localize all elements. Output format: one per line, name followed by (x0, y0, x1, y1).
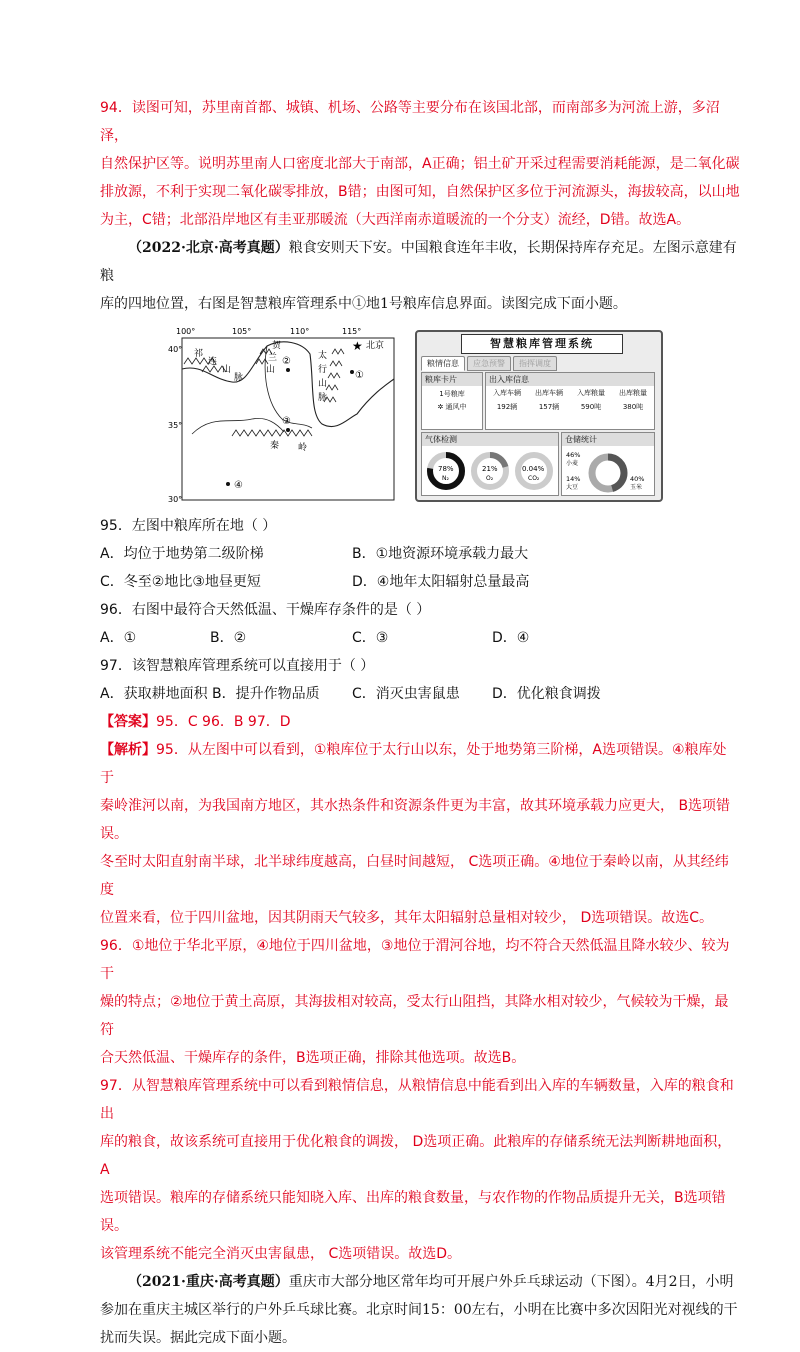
label-ling: 岭 (298, 443, 308, 453)
analysis-line: 选项错误。粮库的存储系统只能知晓入库、出库的粮食数量，与农作物的作物品质提升无关，B选项错误。 (100, 1190, 726, 1234)
q97-stem: 97．该智慧粮库管理系统可以直接用于（ ） (100, 658, 375, 674)
io-title: 出入库信息 (486, 373, 654, 386)
panel-title: 智慧粮库管理系统 (461, 334, 623, 354)
analysis-line: 冬至时太阳直射南半球，北半球纬度越高，白昼时间越短， C选项正确。④地位于秦岭以南，从其经纬度 (100, 854, 729, 898)
site-2: ② (282, 356, 291, 367)
analysis-line: 95．从左图中可以看到，①粮库位于太行山以东，处于地势第三阶梯，A选项错误。④粮库处于 (100, 742, 727, 786)
q97-option-a: A．获取耕地面积 (100, 686, 208, 702)
q97-option-b: B．提升作物品质 (212, 686, 320, 702)
intro-text-line3: 扰而失误。据此完成下面小题。 (100, 1330, 296, 1346)
label-lan: 兰 (268, 353, 278, 363)
site-1: ① (355, 370, 364, 381)
store-name: 大豆 (566, 484, 579, 491)
gauge-pct: 78% (438, 465, 454, 473)
gauge-o2 (474, 455, 506, 487)
analysis-line: 秦岭淮河以南，为我国南方地区，其水热条件和资源条件更为丰富，故其环境承载力应更大， B选项错误。 (100, 798, 731, 842)
gauge-name: O₂ (486, 475, 494, 482)
label-beijing: 北京 (366, 341, 385, 351)
grain-depot-map (168, 324, 402, 506)
tab-emergency[interactable]: 应急预警 (467, 356, 511, 371)
gas-title: 气体检测 (422, 433, 558, 446)
gauge-name: N₂ (442, 475, 449, 482)
io-header: 入库车辆 (493, 389, 521, 397)
lat-label: 30° (168, 495, 183, 504)
analysis (100, 736, 740, 1268)
answer-text: 95．C 96．B 97．D (156, 714, 291, 730)
store-pct: 46% (566, 451, 581, 459)
analysis-line: 燥的特点；②地位于黄土高原，其海拔相对较高，受太行山阻挡，其降水相对较少，气候较为干燥，最符 (100, 994, 729, 1038)
label-mai: 脉 (234, 373, 244, 383)
q96-option-c: C．③ (352, 630, 389, 646)
explain-line: 为主，C错；北部沿岸地区有圭亚那暖流（大西洋南赤道暖流的一个分支）流经，D错。故选A。 (100, 212, 691, 228)
store-pct: 40% (630, 475, 645, 483)
tab-grain-info[interactable]: 粮情信息 (421, 356, 465, 371)
explain-line: 排放源，不利于实现二氧化碳零排放，B错；由图可知，自然保护区多位于河流源头，海拔较高，以山地 (100, 184, 740, 200)
label-xing: 行 (318, 365, 328, 375)
label-qin: 秦 (270, 441, 280, 451)
label-qi: 祁 (194, 349, 204, 359)
storage-stats (561, 432, 655, 496)
io-values (486, 400, 654, 414)
io-header: 入库粮量 (577, 389, 605, 397)
io-header: 出库粮量 (619, 389, 647, 397)
source-tag: （2022·北京·高考真题） (128, 240, 289, 256)
label-shan: 山 (222, 365, 232, 375)
label-mai2: 脉 (318, 393, 328, 403)
intro-text-line2: 库的四地位置，右图是智慧粮库管理系中①地1号粮库信息界面。读图完成下面小题。 (100, 296, 627, 312)
intro-text: 重庆市大部分地区常年均可开展户外乒乓球运动（下图）。4月2日，小明 (288, 1274, 734, 1290)
site-4: ④ (234, 480, 243, 491)
q96-option-a: A．① (100, 630, 137, 646)
site-3: ③ (282, 416, 291, 427)
figures (100, 324, 740, 506)
label-tai: 太 (318, 351, 328, 361)
q95-stem: 95．左图中粮库所在地（ ） (100, 518, 277, 534)
source-tag: （2021·重庆·高考真题） (128, 1274, 289, 1290)
lat-label: 40° (168, 345, 183, 354)
analysis-line: 96．①地位于华北平原，④地位于四川盆地，③地位于渭河谷地，均不符合天然低温且降水较少、较为干 (100, 938, 730, 982)
io-value: 192辆 (496, 403, 518, 411)
lat-label: 35° (168, 421, 183, 430)
q97-option-c: C．消灭虫害鼠患 (352, 686, 460, 702)
analysis-line: 97．从智慧粮库管理系统中可以看到粮情信息，从粮情信息中能看到出入库的车辆数量，入库的粮食和出 (100, 1078, 734, 1122)
gauge-pct: 21% (482, 465, 498, 473)
q95-options-row2 (100, 568, 740, 596)
io-value: 157辆 (538, 403, 560, 411)
answer-line (100, 708, 740, 736)
gauge-n2 (430, 455, 462, 487)
intro-text: 粮食安则天下安。中国粮食连年丰收，长期保持库存充足。左图示意建有粮 (100, 240, 737, 284)
analysis-line: 合天然低温、干燥库存的条件，B选项正确，排除其他选项。故选B。 (100, 1050, 526, 1066)
analysis-line: 该管理系统不能完全消灭虫害鼠患， C选项错误。故选D。 (100, 1246, 462, 1262)
q95-option-d: D．④地年太阳辐射总量最高 (352, 574, 530, 590)
io-headers (486, 386, 654, 400)
lon-label: 115° (342, 327, 362, 336)
label-lian: 连 (208, 357, 218, 367)
depot-card (421, 372, 483, 430)
q95-option-a: A．均位于地势第二级阶梯 (100, 546, 264, 562)
io-value: 380吨 (622, 403, 644, 411)
intro-2021-chongqing (100, 1268, 740, 1296)
gauge-co2 (518, 455, 550, 487)
gas-detection (421, 432, 559, 496)
store-name: 玉米 (630, 484, 643, 491)
io-header: 出库车辆 (535, 389, 563, 397)
lon-label: 100° (176, 327, 196, 336)
store-pct: 14% (566, 475, 581, 483)
store-name: 小麦 (566, 460, 579, 467)
q96-options (100, 624, 740, 652)
io-value: 590吨 (580, 403, 602, 411)
panel-tabs (421, 356, 557, 371)
document-page (100, 94, 740, 1352)
q95-option-c: C．冬至②地比③地昼更短 (100, 574, 261, 590)
explain-line: 自然保护区等。说明苏里南人口密度北部大于南部，A正确；铝土矿开采过程需要消耗能源，是二氧化碳 (100, 156, 740, 172)
lon-label: 110° (290, 327, 310, 336)
lon-label: 105° (232, 327, 252, 336)
q97-options (100, 680, 740, 708)
label-shan2: 山 (266, 365, 276, 375)
q94-explanation (100, 94, 740, 234)
analysis-line: 库的粮食，故该系统可直接用于优化粮食的调拨， D选项正确。此粮库的存储系统无法判断耕地面积，A (100, 1134, 732, 1178)
intro-2022-beijing (100, 234, 740, 290)
beijing-star-icon: ★ (352, 339, 363, 353)
gauge-name: CO₂ (528, 475, 540, 482)
q95-options-row1 (100, 540, 740, 568)
answer-label: 【答案】 (100, 714, 156, 730)
q96-option-b: B．② (210, 630, 247, 646)
card-status: 通风中 (445, 403, 467, 411)
gauge-pct: 0.04% (522, 465, 545, 473)
analysis-line: 位置来看，位于四川盆地，因其阴雨天气较多，其年太阳辐射总量相对较少， D选项错误。故选C。 (100, 910, 714, 926)
store-title: 仓储统计 (562, 433, 654, 446)
q96-option-d: D．④ (492, 630, 530, 646)
io-info (485, 372, 655, 430)
intro-text-line2: 参加在重庆主城区举行的户外乒乓球比赛。北京时间15：00左右，小明在比赛中多次因阳光对视线的干 (100, 1302, 738, 1318)
card-name: 1号粮库 (439, 390, 465, 398)
explain-line: 94．读图可知，苏里南首都、城镇、机场、公路等主要分布在该国北部，而南部多为河流上游，多沼泽， (100, 100, 720, 144)
q97-option-d: D．优化粮食调拨 (492, 686, 601, 702)
analysis-label: 【解析】 (100, 742, 156, 758)
q95-option-b: B．①地资源环境承载力最大 (352, 546, 529, 562)
label-he: 贺 (272, 341, 282, 351)
smart-granary-panel (415, 330, 663, 502)
q96-stem: 96．右图中最符合天然低温、干燥库存条件的是（ ） (100, 602, 431, 618)
tab-dispatch[interactable]: 指挥调度 (513, 356, 557, 371)
fan-icon: ✲ (437, 403, 444, 411)
card-title: 粮库卡片 (422, 373, 482, 386)
label-shan3: 山 (318, 379, 328, 389)
